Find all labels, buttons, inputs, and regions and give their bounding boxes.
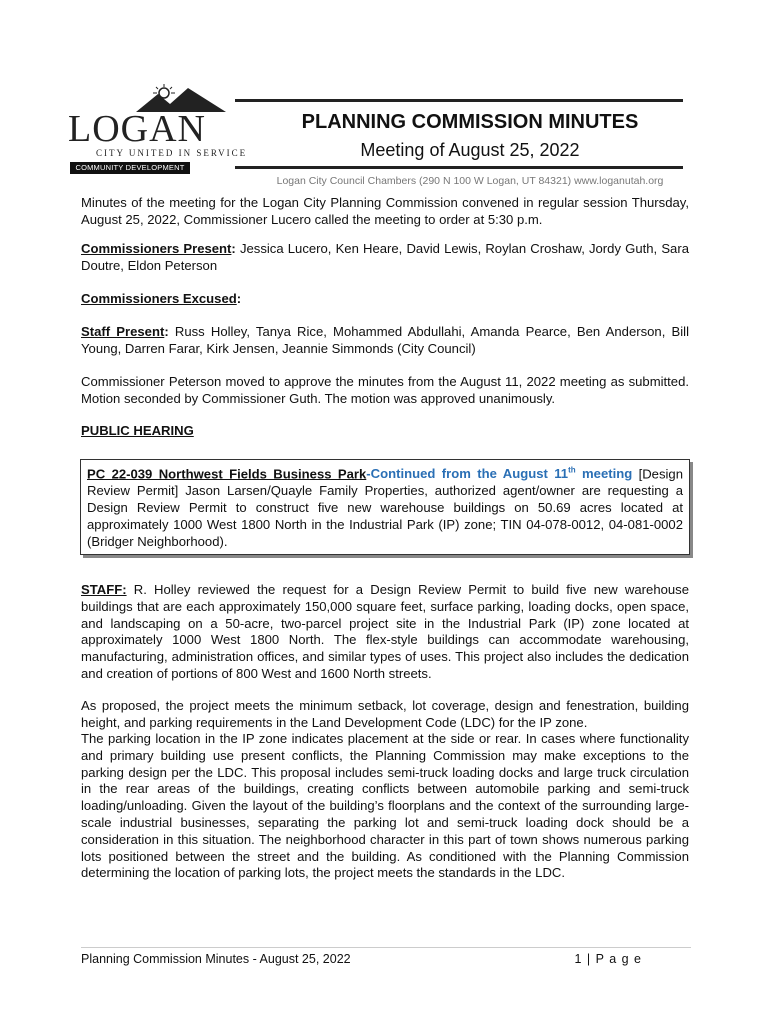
intro-paragraph: Minutes of the meeting for the Logan City Planning Commission convened in regular session Thursday, August 25, 2022, Commissioner Lucero called the meeting to order at 5:30 p.m. <box>81 195 689 227</box>
document-title: PLANNING COMMISSION MINUTES <box>301 111 639 133</box>
commissioners-excused: Commissioners Excused: <box>81 291 242 306</box>
meeting-address: Logan City Council Chambers (290 N 100 W Logan, UT 84321) www.loganutah.org <box>276 175 664 187</box>
meeting-date: Meeting of August 25, 2022 <box>360 140 580 160</box>
staff-label: Staff Present <box>81 324 165 339</box>
minutes-motion: Commissioner Peterson moved to approve the minutes from the August 11, 2022 meeting as submitted. Motion seconded by Commissioner Guth. The motion was approved unanimously. <box>81 374 689 406</box>
agenda-item-title: PC 22-039 Northwest Fields Business Park <box>87 466 367 482</box>
staff-report-label: STAFF: <box>81 582 127 597</box>
logo-wordmark: LOGAN <box>68 108 206 150</box>
staff-present: Staff Present: Russ Holley, Tanya Rice, Mohammed Abdullahi, Amanda Pearce, Ben Anderson, Bill Young, Darren Farar, Kirk Jensen, Jeannie Simmonds (City Council) <box>81 324 689 356</box>
public-hearing-heading: PUBLIC HEARING <box>81 423 194 438</box>
staff-report-p3: The parking location in the IP zone indicates placement at the side or rear. In cases where functionality and primary building use present conflicts, the Planning Commission may make exceptions to the parking design per the LDC. This proposal includes semi-truck loading docks and large truck circulation in the rear areas of the buildings, creating conflicts between automobile parking and semi-truck loading/unloading. Given the layout of the building’s floorplans and the context of the surrounding large-scale industrial businesses, separating the parking lot and semi-truck loading dock should be a consideration in this situation. The neighborhood character in this part of town shows numerous parking lots positioned between the street and the building. As conditioned with the Planning Commission determining the location of parking lots, the project meets the standards in the LDC. <box>81 731 689 881</box>
agenda-item-box <box>80 459 690 555</box>
excused-label: Commissioners Excused <box>81 291 237 306</box>
header-rule-bottom <box>235 166 683 169</box>
present-label: Commissioners Present <box>81 241 232 256</box>
staff-report-p2: As proposed, the project meets the minimum setback, lot coverage, design and fenestration, building height, and parking requirements in the Land Development Code (LDC) for the IP zone. <box>81 698 689 730</box>
footer-rule <box>81 947 691 948</box>
agenda-item-description: [Design Review Permit] Jason Larsen/Quayle Family Properties, authorized agent/owner are requesting a Design Review Permit to construct five new warehouse buildings on 50.69 acres located at approximately 1000 West 1800 North in the Industrial Park (IP) zone; TIN 04-078-0012, 04-081-0002 (Bridger Neighborhood). <box>87 466 683 549</box>
logo-department-band: COMMUNITY DEVELOPMENT <box>70 162 190 174</box>
commissioners-present: Commissioners Present: Jessica Lucero, Ken Heare, David Lewis, Roylan Croshaw, Jordy Guth, Sara Doutre, Eldon Peterson <box>81 241 689 273</box>
staff-report-p1: STAFF: R. Holley reviewed the request for a Design Review Permit to build five new warehouse buildings that are each approximately 150,000 square feet, surface parking, loading docks, open space, and landscaping on a 50-acre, two-parcel project site in the Industrial Park (IP) zone located at approximately 1000 West 1800 North. The flex-style buildings can accommodate warehousing, manufacturing, administration offices, and similar types of uses. This project also includes the dedication and creation of portions of 800 West and 1600 North streets. <box>81 582 689 681</box>
header-rule-top <box>235 99 683 102</box>
footer-title: Planning Commission Minutes - August 25, 2022 <box>81 952 351 966</box>
continued-note: -Continued from the August 11th meeting <box>366 466 633 482</box>
logan-city-logo <box>66 84 248 180</box>
present-list: Jessica Lucero, Ken Heare, David Lewis, Roylan Croshaw, Jordy Guth, Sara Doutre, Eldon Peterson <box>81 241 689 273</box>
logo-tagline: CITY UNITED IN SERVICE <box>96 148 248 158</box>
staff-list: Russ Holley, Tanya Rice, Mohammed Abdullahi, Amanda Pearce, Ben Anderson, Bill Young, Darren Farar, Kirk Jensen, Jeannie Simmonds (City Council) <box>81 324 689 356</box>
agenda-item-text <box>87 463 683 550</box>
page-number: 1 | P a g e <box>574 952 642 966</box>
